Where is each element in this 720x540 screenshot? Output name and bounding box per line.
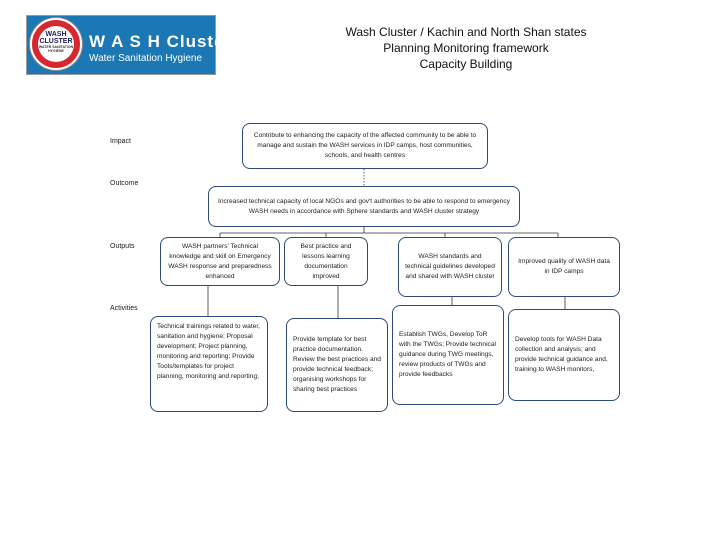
output-box-1 — [160, 237, 280, 286]
impact-box — [242, 123, 488, 169]
label-activities: Activities — [110, 305, 138, 312]
activity-text-2: Provide template for best practice documentation. Review the best practices and provide technical feedback; organising workshops for sharing best practices — [293, 336, 381, 393]
outcome-box — [208, 186, 520, 227]
badge-line-2: CLUSTER — [39, 38, 73, 45]
outcome-text: Increased technical capacity of local NGOs and gov't authorities to be able to respond to emergency WASH needs in accordance with Sphere standards and WASH cluster strategy — [218, 197, 510, 215]
label-outcome: Outcome — [110, 180, 139, 187]
badge-line-3: WATER SANITATION HYGIENE — [38, 45, 74, 53]
output-text-1: WASH partners' Technical knowledge and skill on Emergency WASH response and preparedness enhanced — [168, 242, 272, 280]
activity-box-4 — [508, 309, 620, 401]
label-outputs: Outputs — [110, 243, 135, 250]
activity-text-1: Technical trainings related to water, sanitation and hygiene; Proposal development; Project planning, monitoring and reporting; Provide Tools/templates for project planning, monitoring and reporting; — [157, 323, 260, 380]
output-text-4: Improved quality of WASH data in IDP camps — [518, 258, 610, 275]
output-box-4 — [508, 237, 620, 297]
title-line-3: Capacity Building — [419, 57, 513, 71]
activity-box-3 — [392, 305, 504, 405]
badge-line-1: WASH — [45, 31, 67, 38]
output-box-2 — [284, 237, 368, 286]
title-line-1: Wash Cluster / Kachin and North Shan states — [345, 25, 587, 39]
logo-name: W A S H Cluster — [89, 32, 233, 51]
activity-box-2 — [286, 318, 388, 412]
output-text-3: WASH standards and technical guidelines developed and shared with WASH cluster — [405, 253, 495, 280]
activity-box-1 — [150, 316, 268, 412]
output-text-2: Best practice and lessons learning documentation improved — [300, 242, 352, 280]
impact-text: Contribute to enhancing the capacity of the affected community to be able to manage and sustain the WASH services in IDP camps, host communities, schools, and health centres — [253, 132, 477, 159]
activity-text-4: Develop tools for WASH Data collection and analysis; and provide technical guidance and, training to WASH monitors, — [515, 336, 608, 373]
label-impact: Impact — [110, 138, 132, 145]
activity-text-3: Establish TWGs, Develop ToR with the TWGs; Provide technical guidance during TWG meetings, review products of TWGs and provide feedbacks — [399, 331, 496, 378]
logo-tagline: Water Sanitation Hygiene — [89, 53, 203, 64]
title-line-2: Planning Monitoring framework — [383, 41, 549, 55]
output-box-3 — [398, 237, 502, 297]
